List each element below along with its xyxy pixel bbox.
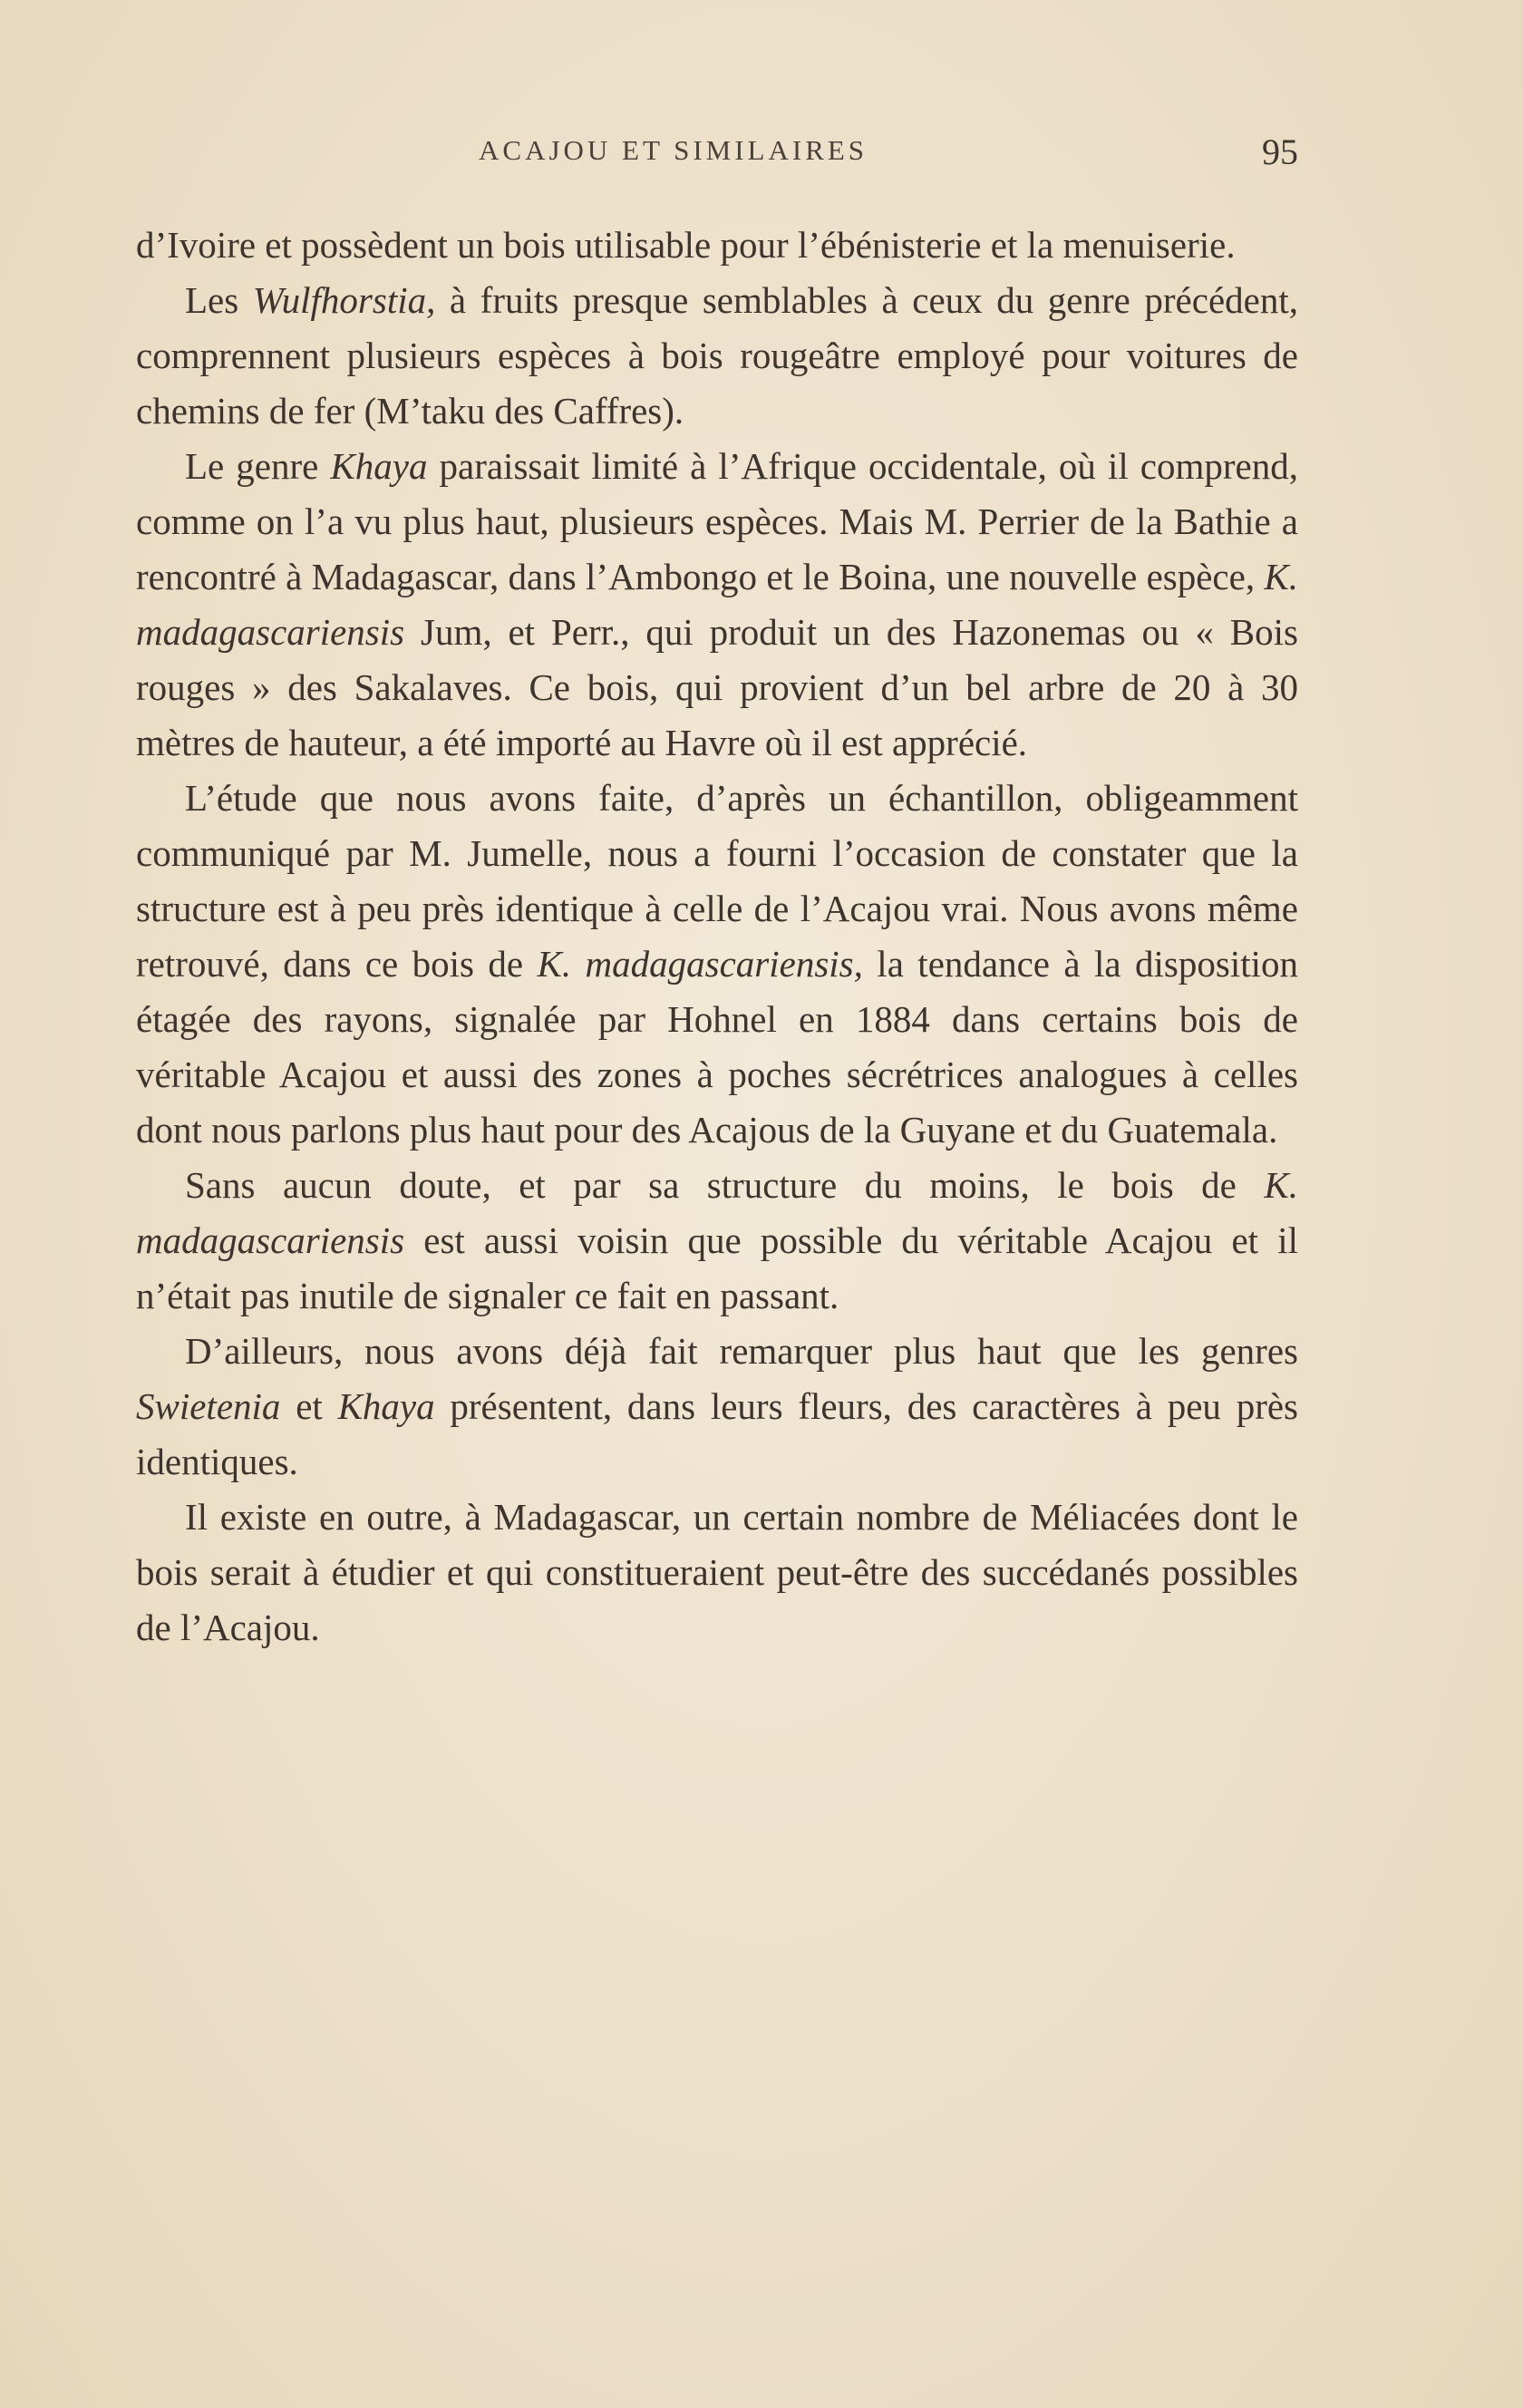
- running-title: ACAJOU ET SIMILAIRES: [479, 134, 868, 166]
- genus-name: Swietenia: [136, 1385, 281, 1427]
- paragraph-6: [136, 1324, 1298, 1490]
- text-segment: Il existe en outre, à Madagascar, un certain nombre de Méliacées dont le bois serait à étudier et qui constitueraient peut-être des succédanés possibles de l’Acajou.: [136, 1496, 1298, 1648]
- paragraph-2: [136, 273, 1298, 439]
- paragraph-3: [136, 439, 1298, 771]
- text-segment: d’Ivoire et possèdent un bois utilisable pour l’ébénisterie et la menuiserie.: [136, 224, 1236, 266]
- paragraph-5: [136, 1158, 1298, 1324]
- genus-name: Wulfhorstia,: [252, 279, 436, 321]
- paragraph-4: [136, 771, 1298, 1158]
- text-segment: est aussi voisin que possible du véritable Acajou et il n’était pas inutile de signaler ce fait en passant.: [136, 1219, 1298, 1316]
- text-segment: paraissait limité à l’Afrique occidentale, où il comprend, comme on l’a vu plus haut, plusieurs espèces. Mais M. Perrier de la Bathie a rencontré à Madagascar, dans l’Ambongo et le Boina, une nouvelle espèce,: [136, 445, 1298, 597]
- text-segment: la tendance à la disposition étagée des rayons, signalée par Hohnel en 1884 dans certains bois de véritable Acajou et aussi des zones à poches sécrétrices analogues à celles dont nous parlons plus haut pour des Acajous de la Guyane et du Guatemala.: [136, 943, 1298, 1151]
- body-text: [136, 218, 1298, 1656]
- species-name: K. madagascariensis,: [537, 943, 863, 985]
- paragraph-7: [136, 1490, 1298, 1656]
- species-name: K. madagascariensis: [136, 556, 1298, 653]
- text-segment: présentent, dans leurs fleurs, des caractères à peu près identiques.: [136, 1385, 1298, 1482]
- text-segment: D’ailleurs, nous avons déjà fait remarquer plus haut que les genres: [185, 1330, 1298, 1372]
- text-segment: Jum, et Perr., qui produit un des Hazonemas ou « Bois rouges » des Sakalaves. Ce bois, qui provient d’un bel arbre de 20 à 30 mètres de hauteur, a été importé au Havre où il est apprécié.: [136, 611, 1298, 763]
- text-segment: Le genre: [185, 445, 331, 487]
- paragraph-1: [136, 218, 1298, 273]
- genus-name: Khaya: [337, 1385, 435, 1427]
- text-segment: L’étude que nous avons faite, d’après un échantillon, obligeamment communiqué par M. Jumelle, nous a fourni l’occasion de constater que la structure est à peu près identique à celle de l’Acajou vrai. Nous avons même retrouvé, dans ce bois de: [136, 777, 1298, 985]
- species-name: K. madagascariensis: [136, 1164, 1298, 1261]
- running-head: [136, 131, 1298, 180]
- page-number: 95: [1262, 131, 1298, 172]
- text-segment: Les: [185, 279, 253, 321]
- genus-name: Khaya: [330, 445, 428, 487]
- text-segment: à fruits presque semblables à ceux du genre précédent, comprennent plusieurs espèces à bois rougeâtre employé pour voitures de chemins de fer (M’taku des Caffres).: [136, 279, 1298, 432]
- text-segment: Sans aucun doute, et par sa structure du moins, le bois de: [185, 1164, 1265, 1206]
- text-segment: et: [280, 1385, 338, 1427]
